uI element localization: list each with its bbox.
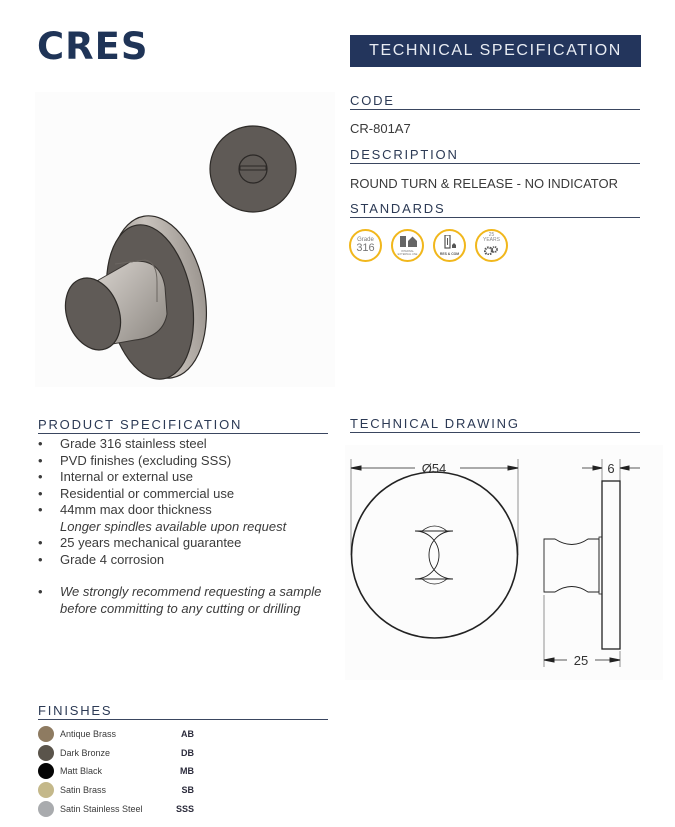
- technical-specification-banner: TECHNICAL SPECIFICATION: [350, 35, 641, 67]
- finish-row: [38, 744, 194, 763]
- finish-code: DB: [181, 747, 194, 758]
- spec-note: [38, 519, 328, 536]
- product-specification-heading: PRODUCT SPECIFICATION: [38, 417, 328, 434]
- badge-grade-label: Grade: [357, 237, 374, 243]
- bullet: •: [38, 502, 43, 517]
- spec-item-text: Grade 316 stainless steel: [60, 436, 207, 451]
- technical-drawing-heading: TECHNICAL DRAWING: [350, 416, 640, 433]
- finishes-heading: FINISHES: [38, 703, 328, 720]
- spec-item-text: Residential or commercial use: [60, 485, 235, 501]
- spacer: [38, 568, 328, 584]
- product-image: [35, 92, 335, 387]
- internal-external-use-icon: [391, 229, 424, 262]
- technical-drawing-svg: [345, 445, 663, 680]
- bullet: •: [38, 485, 43, 501]
- finishes-list: [38, 725, 194, 818]
- spec-item: [38, 486, 328, 503]
- finish-swatch-antique-brass: [38, 726, 54, 742]
- res-com-icon: [433, 229, 466, 262]
- finish-code: SSS: [175, 803, 194, 814]
- finish-row: [38, 762, 194, 781]
- cres-logo: CRES: [37, 25, 149, 68]
- finish-swatch-dark-bronze: [38, 745, 54, 761]
- finish-code: SB: [181, 785, 194, 796]
- spec-item-text: 44mm max door thickness: [60, 502, 212, 517]
- building-icon: [443, 235, 457, 249]
- front-view: [351, 459, 518, 638]
- spec-note-text: Longer spindles available upon request: [60, 518, 287, 534]
- spec-item: [38, 502, 328, 519]
- gears-icon: [484, 246, 498, 255]
- bullet: •: [38, 469, 43, 484]
- thickness-dimension: 6: [607, 461, 615, 476]
- house-icon: [399, 235, 417, 247]
- spec-item-text: 25 years mechanical guarantee: [60, 535, 242, 550]
- spec-item: [38, 436, 328, 453]
- bullet: •: [38, 535, 43, 550]
- badge-grade-value: 316: [356, 242, 375, 254]
- finish-row: [38, 781, 194, 800]
- grade-316-icon: [349, 229, 382, 262]
- finish-name: Satin Brass: [60, 785, 107, 796]
- spec-recommendation: [38, 584, 328, 617]
- spec-item: [38, 535, 328, 552]
- spec-item: [38, 552, 328, 569]
- spec-item: [38, 469, 328, 486]
- finish-code: MB: [180, 766, 194, 777]
- spec-recommendation-text: We strongly recommend requesting a sample before committing to any cutting or drilling: [60, 584, 322, 616]
- bullet: •: [38, 436, 43, 451]
- finish-swatch-satin-stainless-steel: [38, 801, 54, 817]
- badge-years-label: YEARS: [483, 236, 500, 243]
- standards-heading: STANDARDS: [350, 201, 640, 218]
- product-render: [35, 92, 335, 387]
- technical-drawing: [345, 445, 663, 680]
- finish-code: AB: [181, 729, 194, 740]
- spec-item-text: Internal or external use: [60, 469, 193, 484]
- badge-years-number: 25: [488, 231, 495, 238]
- finish-swatch-satin-brass: [38, 782, 54, 798]
- badge-internal-external-text: INTERNAL EXTERNAL USE: [397, 249, 418, 256]
- finish-row: [38, 799, 194, 818]
- spec-item-text: Grade 4 corrosion: [60, 551, 165, 567]
- code-heading: CODE: [350, 93, 640, 110]
- bullet: •: [38, 452, 43, 468]
- description-value: ROUND TURN & RELEASE - NO INDICATOR: [350, 176, 618, 191]
- spec-item-text: PVD finishes (excluding SSS): [60, 452, 232, 468]
- outside-coin-disc: [210, 126, 296, 212]
- finish-name: Antique Brass: [60, 729, 117, 740]
- side-view: [544, 459, 640, 667]
- depth-dimension: 25: [573, 653, 589, 668]
- bullet: •: [38, 584, 43, 599]
- finish-name: Matt Black: [60, 766, 103, 777]
- finish-name: Satin Stainless Steel: [60, 803, 143, 814]
- finish-name: Dark Bronze: [60, 747, 111, 758]
- finish-swatch-matt-black: [38, 763, 54, 779]
- product-specification-list: [38, 436, 328, 617]
- finish-row: [38, 725, 194, 744]
- code-value: CR-801A7: [350, 121, 411, 136]
- turn-knob: [56, 208, 219, 386]
- badge-res-com-text: RES & COM: [439, 251, 460, 256]
- spec-item: [38, 453, 328, 470]
- diameter-dimension: Ø54: [421, 461, 447, 476]
- bullet: •: [38, 551, 43, 567]
- standards-badges: [349, 229, 508, 262]
- description-heading: DESCRIPTION: [350, 147, 640, 164]
- 25-years-guarantee-icon: [475, 229, 508, 262]
